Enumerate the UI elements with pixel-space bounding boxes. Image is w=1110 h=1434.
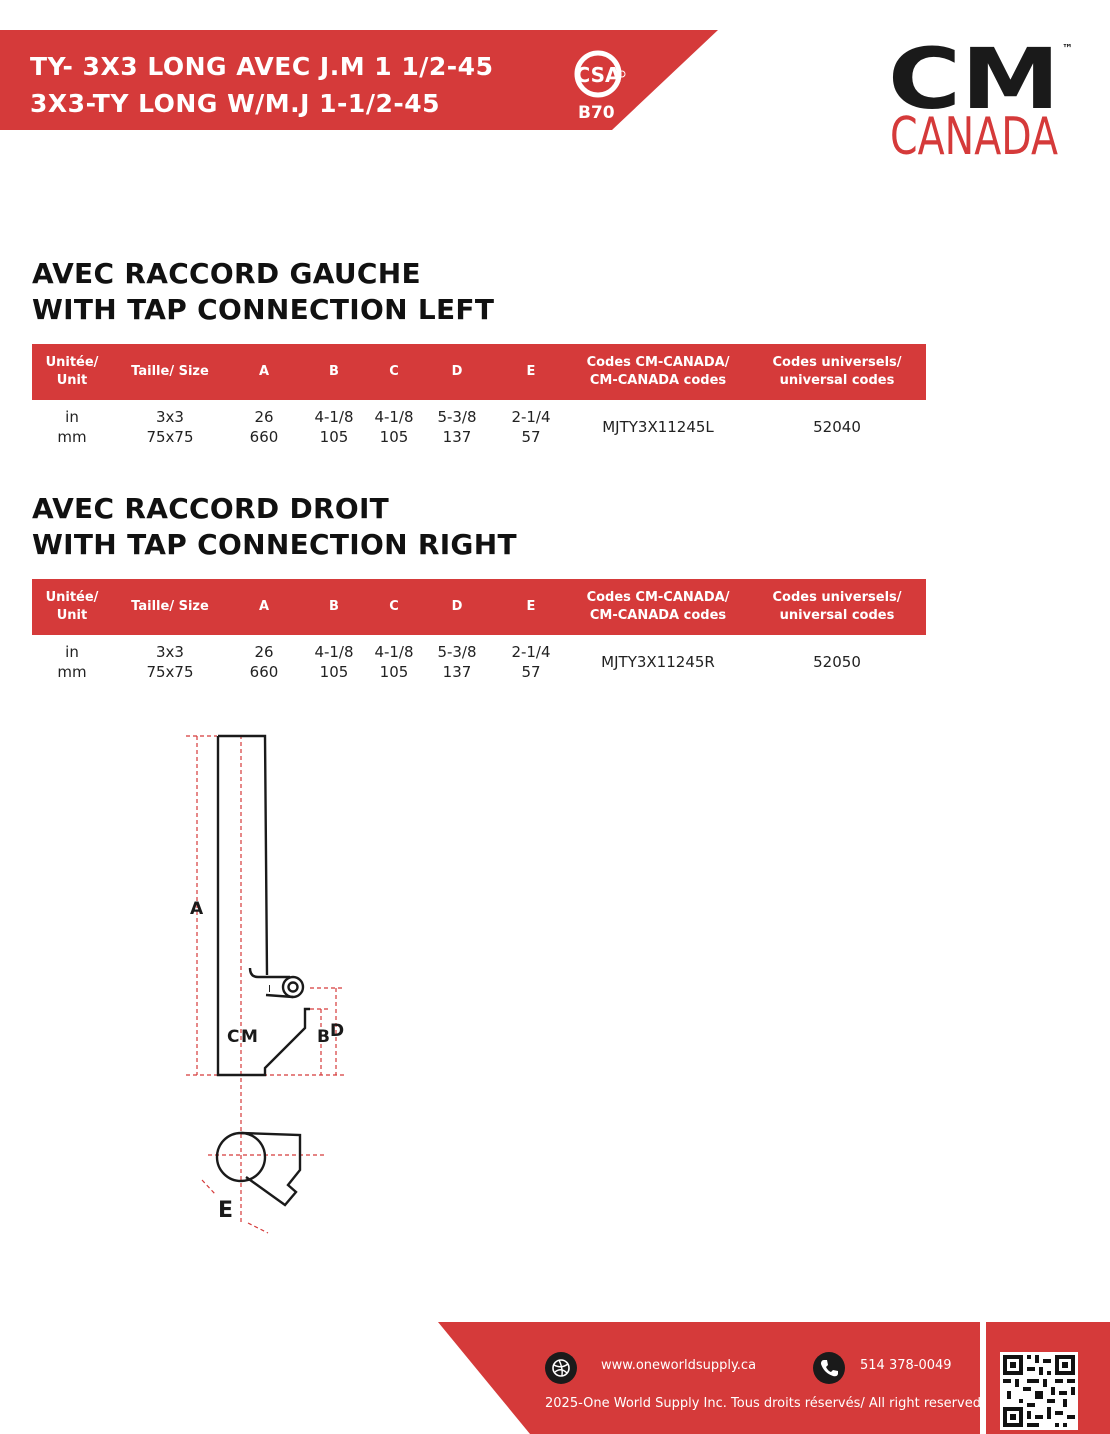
label-m: M [241,1027,258,1047]
logo-trademark: ™ [1062,42,1073,55]
cell-universal-code: 52040 [813,418,861,436]
table-row [32,400,926,454]
cell-b: 4-1/8 105 [314,643,354,681]
col-cm-codes: Codes CM-CANADA/ CM-CANADA codes [568,344,748,400]
cell-a: 26 660 [249,408,279,446]
col-unit: Unitée/ Unit [32,579,112,635]
cell-universal-code: 52050 [813,653,861,671]
col-d: D [420,579,494,635]
product-title-en: 3X3-TY LONG W/M.J 1-1/2-45 [30,89,441,118]
csa-certification-icon [572,48,626,102]
cell-b: 4-1/8 105 [314,408,354,446]
cell-unit: in mm [57,408,87,446]
col-e: E [494,344,568,400]
logo-canada: CANADA [890,107,1059,167]
cell-c: 4-1/8 105 [374,643,414,681]
cell-e: 2-1/4 57 [511,408,551,446]
cell-size: 3x3 75x75 [146,643,194,681]
copyright-text: 2025-One World Supply Inc. Tous droits réservés/ All right reserved [545,1396,981,1411]
technical-drawing [180,725,380,1245]
col-size: Taille/ Size [112,344,228,400]
col-b: B [300,344,368,400]
phone-icon [813,1352,845,1384]
label-c: C [227,1027,240,1047]
cell-size: 3x3 75x75 [146,408,194,446]
dim-label-d: D [330,1021,345,1041]
label-i: I [268,984,271,995]
dim-label-a: A [190,899,204,919]
cell-a: 26 660 [249,643,279,681]
col-a: A [228,344,300,400]
website-link[interactable]: www.oneworldsupply.ca [601,1358,757,1373]
spec-table-left [32,344,926,454]
col-size: Taille/ Size [112,579,228,635]
cell-unit: in mm [57,643,87,681]
col-universal-codes: Codes universels/ universal codes [748,579,926,635]
section-left-title-en: WITH TAP CONNECTION LEFT [32,293,495,326]
spec-table-right [32,579,926,689]
cell-d: 5-3/8 137 [437,408,477,446]
col-c: C [368,344,420,400]
col-cm-codes: Codes CM-CANADA/ CM-CANADA codes [568,579,748,635]
section-right-title-en: WITH TAP CONNECTION RIGHT [32,528,517,561]
logo-cm: CM [888,30,1060,128]
cell-c: 4-1/8 105 [374,408,414,446]
cell-d: 5-3/8 137 [437,643,477,681]
cell-e: 2-1/4 57 [511,643,551,681]
col-d: D [420,344,494,400]
phone-link[interactable]: 514 378-0049 [860,1358,952,1373]
dim-label-e: E [218,1198,234,1223]
cm-canada-logo [888,30,1083,167]
cell-cm-code: MJTY3X11245R [601,653,715,671]
col-unit: Unitée/ Unit [32,344,112,400]
col-b: B [300,579,368,635]
dim-label-b: B [317,1027,330,1047]
qr-code-icon[interactable] [1000,1352,1078,1430]
globe-icon [545,1352,577,1384]
col-universal-codes: Codes universels/ universal codes [748,344,926,400]
section-right-title-fr: AVEC RACCORD DROIT [32,492,390,525]
col-e: E [494,579,568,635]
fitting-outline [217,736,310,1205]
table-header-row [32,344,926,400]
csa-class-label: B70 [578,103,615,123]
csa-mark: CSA [575,63,621,87]
table-header-row [32,579,926,635]
col-a: A [228,579,300,635]
section-left-title-fr: AVEC RACCORD GAUCHE [32,257,421,290]
table-row [32,635,926,689]
cell-cm-code: MJTY3X11245L [602,418,714,436]
product-title-fr: TY- 3X3 LONG AVEC J.M 1 1/2-45 [30,52,494,81]
col-c: C [368,579,420,635]
